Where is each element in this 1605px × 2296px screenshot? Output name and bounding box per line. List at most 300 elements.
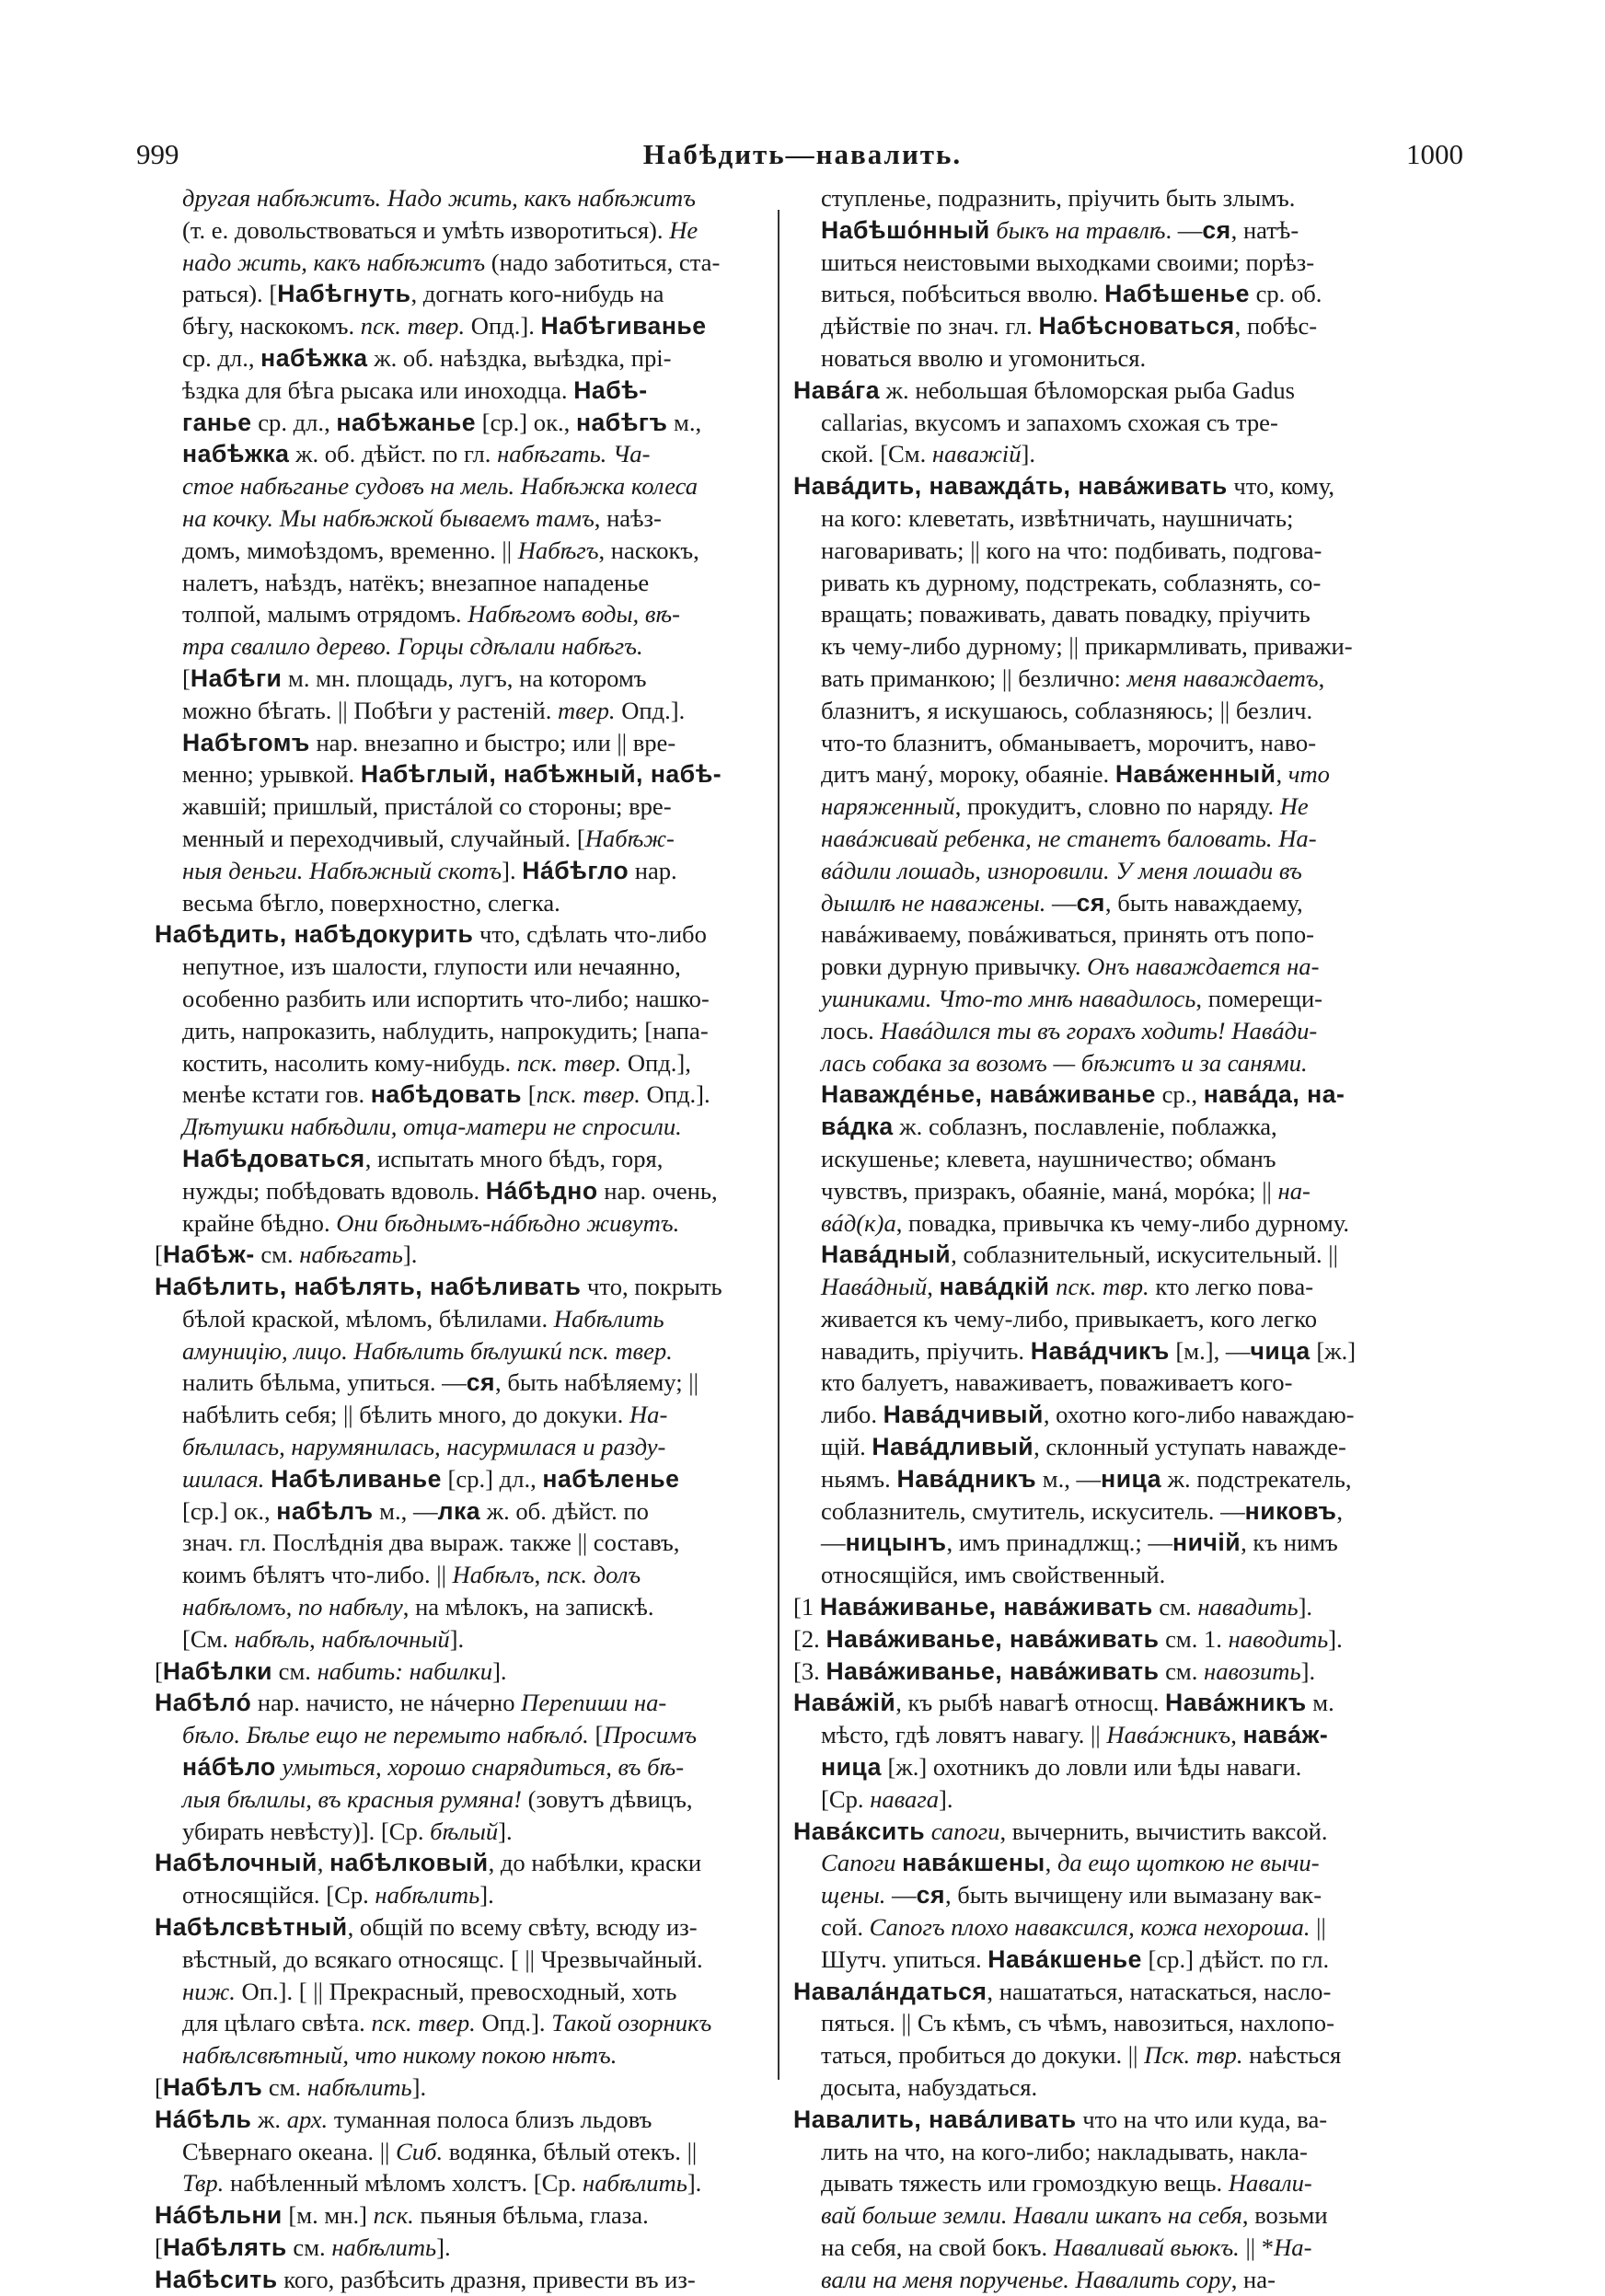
text-line <box>155 2007 764 2039</box>
text-run: что, сдѣлать что-либо <box>473 920 707 949</box>
text-line <box>793 1944 1391 1976</box>
headword: набѣжка <box>260 343 368 372</box>
page-number-right: 1000 <box>1406 138 1463 170</box>
text-run: [См. <box>182 1624 235 1653</box>
italic-text: ушниками. Что-то мнѣ навадилось <box>821 984 1196 1012</box>
headword: Наваждéнье, навáживанье <box>821 1080 1156 1109</box>
text-run: крайне бѣдно. <box>182 1208 337 1237</box>
text-run: щій. <box>821 1433 872 1461</box>
text-run: м. <box>1306 1689 1334 1717</box>
italic-text: Просимъ <box>603 1721 698 1749</box>
headword: Набѣсноваться <box>1038 312 1235 340</box>
entry-headword-line <box>155 2264 764 2296</box>
text-line <box>155 247 764 279</box>
italic-text: Твр. <box>182 2169 225 2198</box>
text-line <box>793 310 1391 342</box>
text-run: , побѣс- <box>1234 312 1318 340</box>
text-run: наговаривать; || кого на что: подбивать, подгова- <box>821 536 1322 564</box>
text-run: досыта, набуздаться. <box>821 2073 1038 2102</box>
text-run: см. <box>286 2233 332 2261</box>
headword: Набѣгиванье <box>540 312 707 340</box>
italic-text: меня наваждаетъ <box>1126 663 1319 692</box>
entry-headword-line <box>155 1271 764 1303</box>
text-run: , соблазнительный, искусительный. || <box>951 1240 1338 1269</box>
text-run: , общій по всему свѣту, всюду из- <box>347 1913 698 1942</box>
headword: Навáживанье, навáживать <box>819 1593 1153 1621</box>
italic-text: наряженный <box>821 792 955 821</box>
headword: Навáдить, наваждáть, навáживать <box>793 472 1228 501</box>
text-run: ср. об. <box>1249 280 1322 308</box>
column-divider <box>778 210 779 2080</box>
text-run: на кого: клеветать, извѣтничать, наушничать; <box>821 503 1294 532</box>
text-run: ж. об. наѣздка, выѣздка, прі- <box>367 343 672 372</box>
italic-text: набѣгать. Ча- <box>497 440 651 468</box>
text-line <box>155 663 764 695</box>
text-run: относящійся, имъ свойственный. <box>821 1561 1166 1589</box>
text-run: ж. <box>251 2105 287 2133</box>
italic-text: твер. <box>558 696 616 724</box>
headword: ся <box>1202 215 1231 244</box>
text-run: виться, побѣситься вволю. <box>821 280 1105 308</box>
text-run: см. <box>254 1240 300 1269</box>
text-run: [ж.] <box>1310 1336 1357 1365</box>
text-line <box>155 630 764 663</box>
text-run: ж. подстрекатель, <box>1161 1464 1352 1493</box>
text-line <box>155 278 764 310</box>
headword: ганье <box>182 408 252 436</box>
italic-text: шилася. <box>182 1464 265 1493</box>
italic-text: Сиб. <box>396 2137 444 2165</box>
text-line <box>155 1944 764 1976</box>
text-line <box>793 727 1391 759</box>
headword: Нáбѣль <box>155 2105 252 2133</box>
entry-headword-line <box>793 1816 1391 1848</box>
italic-text: ниж. <box>182 1977 236 2005</box>
text-run: , померещи- <box>1195 984 1323 1012</box>
text-line <box>793 2264 1391 2296</box>
text-line <box>793 2232 1391 2264</box>
headword: набѣгъ <box>575 408 668 436</box>
headword: ся <box>916 1881 945 1909</box>
headword: Набѣливанье <box>271 1464 442 1493</box>
headword: Навáдчивый <box>883 1401 1044 1429</box>
text-line <box>155 342 764 375</box>
entry-headword-line <box>793 1687 1391 1719</box>
text-run: ]. <box>1298 1593 1313 1621</box>
headword: набѣленье <box>542 1464 680 1493</box>
text-run: , <box>317 1849 330 1877</box>
entry-headword-line <box>155 2071 764 2104</box>
text-run: , къ нимъ <box>1241 1529 1338 1557</box>
text-line <box>155 1816 764 1848</box>
text-line <box>155 1367 764 1399</box>
text-line <box>793 1847 1391 1879</box>
text-line <box>793 1271 1391 1303</box>
text-run: кто легко пова- <box>1149 1273 1314 1301</box>
text-run: , склонный уступать наважде- <box>1033 1433 1346 1461</box>
text-run: ]. <box>687 2169 702 2198</box>
text-run: пяться. || Съ кѣмъ, съ чѣмъ, навозиться, нахлопо- <box>821 2009 1334 2037</box>
text-run: м., — <box>373 1496 438 1525</box>
headword: Навáдникъ <box>896 1464 1037 1493</box>
italic-text: на кочку. Мы набѣжкой бываемъ тамъ <box>182 503 595 532</box>
text-run: ]. <box>479 1881 494 1909</box>
text-line <box>155 1111 764 1143</box>
text-line <box>793 567 1391 599</box>
text-run: ср. дл., <box>182 343 261 372</box>
text-line <box>155 727 764 759</box>
italic-text: навага <box>870 1784 940 1813</box>
text-run: новаться вволю и угомониться. <box>821 343 1147 372</box>
text-line <box>155 1015 764 1047</box>
headword: Набѣлочный <box>155 1849 318 1877</box>
text-run: навáживаему, повáживаться, принять отъ попо- <box>821 920 1314 949</box>
text-line <box>793 1335 1391 1367</box>
text-run: навадить, пріучить. <box>821 1336 1031 1365</box>
text-run: что-то блазнитъ, обманываетъ, морочитъ, наво- <box>821 728 1317 756</box>
text-line <box>155 855 764 887</box>
headword: Навалить, навáливать <box>793 2105 1077 2133</box>
italic-text: Набѣлить <box>553 1304 664 1333</box>
italic-text: пск. твер. <box>360 312 466 340</box>
text-run: относящійся. [Ср. <box>182 1881 375 1909</box>
headword: Навáженный <box>1114 760 1276 789</box>
text-run: (надо заботиться, ста- <box>491 248 721 276</box>
text-run: см. <box>262 2073 307 2102</box>
italic-text: Не <box>1279 792 1309 821</box>
text-line <box>793 214 1391 247</box>
text-run: блазнитъ, я искушаюсь, соблазняюсь; || безлич. <box>821 696 1313 724</box>
text-run: , натѣ- <box>1230 215 1299 244</box>
headword: Навáга <box>793 375 881 404</box>
text-line <box>155 1207 764 1240</box>
text-run: [ <box>155 2233 163 2261</box>
italic-text: Наваливай вьюкъ. <box>1053 2233 1240 2261</box>
text-run: налетъ, наѣздъ, натёкъ; внезапное нападенье <box>182 568 650 596</box>
text-run: , охотно кого-либо наваждаю- <box>1043 1401 1355 1429</box>
text-line <box>155 1431 764 1463</box>
text-run: . — <box>1165 215 1203 244</box>
text-run: (т. е. довольствоваться и умѣть извоpотиться). <box>182 215 670 244</box>
text-run: callarias, вкусомъ и запахомъ схожая съ тре- <box>821 408 1278 436</box>
text-line <box>155 1495 764 1528</box>
text-run: дить, напроказить, наблудить, напрокудить; [напа- <box>182 1016 709 1044</box>
text-run: Опд.]. <box>475 2009 552 2037</box>
text-run: Опд.], <box>621 1048 691 1077</box>
text-line <box>793 1719 1391 1751</box>
headword: навáдкій <box>939 1273 1050 1301</box>
text-run: см. <box>1152 1593 1198 1621</box>
text-line <box>155 1591 764 1623</box>
text-line <box>793 1783 1391 1816</box>
text-run: ровки дурную привычку. <box>821 952 1088 981</box>
text-run: , на мѣлокъ, на запискѣ. <box>402 1593 654 1621</box>
text-run: нар. <box>629 856 677 884</box>
right-column <box>793 182 1391 2296</box>
text-run: || <box>1310 1913 1326 1942</box>
headword: вáдка <box>821 1113 894 1141</box>
headword: Набѣглый, набѣжный, набѣ- <box>360 760 722 789</box>
text-line <box>793 1879 1391 1911</box>
text-run: пьяныя бѣльма, глаза. <box>413 2201 649 2230</box>
italic-text: набѣлить <box>375 1881 480 1909</box>
headword: Навáжій <box>793 1689 896 1717</box>
italic-text: Навáдился ты въ горахъ ходить! Навáди- <box>880 1016 1318 1044</box>
headword: Набѣгнуть <box>277 280 411 308</box>
text-run: [ <box>182 663 191 692</box>
headword: лка <box>437 1496 481 1525</box>
italic-text: что <box>1287 760 1330 789</box>
text-run: костить, насолить кому-нибудь. <box>182 1048 517 1077</box>
text-run: — <box>821 1529 846 1557</box>
text-run: [м.], — <box>1169 1336 1251 1365</box>
text-run: [ср.] дѣйст. по гл. <box>1141 1944 1330 1973</box>
italic-text: лась собака за возомъ — бѣжитъ и за санями. <box>821 1048 1308 1077</box>
text-line <box>155 983 764 1015</box>
text-run: ж. об. дѣйст. по гл. <box>289 440 498 468</box>
text-run: особенно разбить или испортить что-либо; нашко- <box>182 984 710 1012</box>
text-run: Опд.]. <box>640 1080 710 1109</box>
italic-text: стое набѣганье судовъ на мель. Набѣжка колеса <box>182 472 699 501</box>
text-line <box>793 1143 1391 1175</box>
italic-text: набѣгать <box>299 1240 403 1269</box>
italic-text: Навáдный <box>821 1273 928 1301</box>
text-run: [ср.] ок., <box>182 1496 277 1525</box>
italic-text: быкъ на травлѣ <box>996 215 1166 244</box>
text-line <box>155 1335 764 1367</box>
text-run: [1 <box>793 1593 820 1621</box>
text-run: — <box>885 1881 917 1909</box>
headword: Набѣлсвѣтный <box>155 1913 348 1942</box>
text-run: м., — <box>1036 1464 1102 1493</box>
headword: Набѣшенье <box>1104 280 1250 308</box>
italic-text: Онъ наваждается на- <box>1087 952 1320 981</box>
text-run: туманная полоса близъ льдовъ <box>328 2105 652 2133</box>
text-run: на себя, на свой бокъ. <box>821 2233 1054 2261</box>
text-run: см. <box>272 1656 318 1685</box>
text-line <box>793 1079 1391 1111</box>
text-run: либо. <box>821 1401 883 1429</box>
italic-text: лыя бѣлилы, въ красныя румяна! <box>182 1784 522 1813</box>
text-run: вѣстный, до всякаго относящс. [ || Чрезвычайный. <box>182 1944 703 1973</box>
italic-text: тра свалило дерево. Горцы сдѣлали набѣгъ. <box>182 632 643 661</box>
italic-text: пск. твер. <box>568 1336 673 1365</box>
italic-text: пск. твр. <box>1056 1273 1149 1301</box>
headword: набѣлъ <box>276 1496 374 1525</box>
text-run: [ср.] дл., <box>441 1464 543 1493</box>
entry-headword-line <box>793 1591 1391 1623</box>
text-run: налить бѣльма, упиться. — <box>182 1368 467 1397</box>
text-line <box>793 1367 1391 1399</box>
text-run: [ <box>155 2073 163 2102</box>
page-number-left: 999 <box>136 138 179 170</box>
italic-text: На- <box>629 1401 668 1429</box>
headword: ся <box>1076 888 1105 917</box>
text-run: что, кому, <box>1227 472 1335 501</box>
text-line <box>155 1559 764 1591</box>
text-line <box>793 918 1391 951</box>
italic-text: Набѣгомъ воды, вѣ- <box>468 600 680 629</box>
text-line <box>793 983 1391 1015</box>
text-run: ]. <box>402 1240 418 1269</box>
headword: набѣжка <box>182 440 290 468</box>
italic-text: Сапогъ плохо наваксился, кожа нехороша. <box>869 1913 1311 1942</box>
headword: Набѣлять <box>162 2233 287 2261</box>
text-line <box>155 951 764 983</box>
text-run: можно бѣгать. || Побѣги у растеній. <box>182 696 559 724</box>
text-line <box>793 342 1391 375</box>
entry-headword-line <box>155 2199 764 2232</box>
italic-text: наважій <box>931 440 1022 468</box>
text-line <box>155 1751 764 1783</box>
text-run: лось. <box>821 1016 881 1044</box>
italic-text: на- <box>1277 1176 1311 1205</box>
text-run: что, покрыть <box>581 1273 722 1301</box>
italic-text: ныя деньги. Набѣжный скотъ <box>182 856 502 884</box>
text-line <box>793 2136 1391 2168</box>
text-line <box>793 1239 1391 1271</box>
text-run: , догнать кого-нибудь на <box>410 280 664 308</box>
italic-text: навозить <box>1204 1656 1301 1685</box>
text-run: , на- <box>1230 2265 1276 2293</box>
text-run: , <box>1318 663 1325 692</box>
italic-text: набѣлить <box>306 2073 412 2102</box>
headword: Набѣшóнный <box>821 215 990 244</box>
text-line <box>155 887 764 919</box>
text-line <box>155 1079 764 1111</box>
text-run: ѣздка для бѣга рысака или иноходца. <box>182 375 574 404</box>
italic-text: умыться, хорошо снарядиться, въ бѣ- <box>282 1753 685 1782</box>
text-line <box>155 2136 764 2168</box>
text-run: ]. <box>492 1656 507 1685</box>
italic-text: пск. <box>373 2201 414 2230</box>
text-line <box>155 598 764 630</box>
text-run: ступленье, подразнить, пріучить быть злымъ. <box>821 184 1296 212</box>
text-line <box>155 695 764 727</box>
text-line <box>793 1495 1391 1528</box>
text-line <box>793 407 1391 439</box>
text-run: сой. <box>821 1913 870 1942</box>
text-run: жавшій; пришлый, пристáлой со стороны; вре- <box>182 792 672 821</box>
headword: Навáдный <box>821 1240 952 1269</box>
headword: навáкшены <box>902 1849 1045 1877</box>
text-run: ср. дл., <box>251 408 337 436</box>
headword: ницынъ <box>845 1529 947 1557</box>
entry-headword-line <box>155 1911 764 1944</box>
text-run: ]. <box>1300 1656 1316 1685</box>
text-line <box>793 247 1391 279</box>
text-line <box>793 695 1391 727</box>
headword: набѣлковый <box>329 1849 489 1877</box>
text-line <box>155 790 764 823</box>
text-run: менѣе кстати гов. <box>182 1080 371 1109</box>
text-line <box>155 1719 764 1751</box>
text-run: , до набѣлки, краски <box>488 1849 702 1877</box>
italic-text: Они бѣднымъ-нáбѣдно живутъ. <box>336 1208 680 1237</box>
entry-headword-line <box>155 918 764 951</box>
left-column <box>155 182 764 2296</box>
text-line <box>793 278 1391 310</box>
text-run: нужды; побѣдовать вдоволь. <box>182 1176 486 1205</box>
headword: навáж- <box>1242 1721 1329 1749</box>
text-run: къ чему-либо дурному; || прикармливать, приважи- <box>821 632 1353 661</box>
text-run: , <box>1230 1721 1243 1749</box>
italic-text: амуницію, лицо. Набѣлить бѣлушкú <box>182 1336 562 1365</box>
text-run: , повадка, привычка къ чему-либо дурному. <box>895 1208 1349 1237</box>
text-line <box>155 214 764 247</box>
text-run: [ <box>155 1240 163 1269</box>
text-run: , испытать много бѣдъ, горя, <box>364 1144 664 1172</box>
italic-text: вáдили лошадь, изноровили. У меня лошади въ <box>821 856 1302 884</box>
text-run: нар. начисто, не нáчерно <box>251 1689 522 1717</box>
headword: Навáживанье, навáживать <box>826 1656 1160 1685</box>
text-run: , возьми <box>1241 2201 1328 2230</box>
text-run: , наскокъ, <box>598 536 699 564</box>
text-line <box>155 1175 764 1207</box>
running-title: Набѣдить—навалить. <box>642 138 963 170</box>
italic-text: надо жить, какъ набѣжитъ <box>182 248 491 276</box>
text-run: , <box>1336 1496 1344 1525</box>
headword: Навáжникъ <box>1165 1689 1307 1717</box>
text-run: , <box>927 1273 940 1301</box>
italic-text: набить: набилки <box>317 1656 493 1685</box>
text-run: набѣлить себя; || бѣлить много, до докуки. <box>182 1401 629 1429</box>
text-line <box>155 1623 764 1656</box>
text-run: [Ср. <box>821 1784 871 1813</box>
text-line <box>793 1207 1391 1240</box>
text-run: набѣленный мѣломъ холстъ. [Ср. <box>224 2169 583 2198</box>
text-run: [ <box>588 1721 604 1749</box>
text-run: нар. очень, <box>597 1176 718 1205</box>
text-line <box>793 1303 1391 1335</box>
text-line <box>793 1463 1391 1495</box>
italic-text: Пск. твр. <box>1144 2041 1243 2070</box>
text-run: соблазнитель, смутитель, искуситель. — <box>821 1496 1245 1525</box>
text-line <box>793 790 1391 823</box>
text-line <box>793 1527 1391 1559</box>
text-run: ж. соблазнъ, пославленіе, поблажка, <box>893 1113 1277 1141</box>
text-line <box>155 1527 764 1559</box>
text-line <box>155 502 764 535</box>
text-run: толпой, малымъ отрядомъ. <box>182 600 468 629</box>
italic-text: набѣль, набѣлочный <box>234 1624 450 1653</box>
text-line <box>155 1783 764 1816</box>
text-run: [2. <box>793 1624 826 1653</box>
text-run: , быть набѣляему; || <box>495 1368 699 1397</box>
text-line <box>155 407 764 439</box>
text-line <box>155 375 764 407</box>
italic-text: другая набѣжитъ. Надо жить, какъ набѣжитъ <box>182 184 696 212</box>
entry-headword-line <box>155 1847 764 1879</box>
text-run: [ <box>522 1080 537 1109</box>
text-run: ]. <box>411 2073 427 2102</box>
italic-text: пск. твер. <box>516 1048 622 1077</box>
text-run: ]. <box>449 1624 465 1653</box>
headword: Набѣгомъ <box>182 728 310 756</box>
italic-text: Навáжникъ <box>1106 1721 1231 1749</box>
headword: Набѣлки <box>162 1656 273 1685</box>
text-run: весьма бѣгло, поверхностно, слегка. <box>182 888 560 917</box>
text-run: ср., <box>1155 1080 1204 1109</box>
text-line <box>793 598 1391 630</box>
text-line <box>793 1431 1391 1463</box>
headword: Набѣж- <box>162 1240 255 1269</box>
text-line <box>155 535 764 567</box>
text-run: бѣгу, наскокомъ. <box>182 312 361 340</box>
text-line <box>793 2199 1391 2232</box>
text-line <box>793 951 1391 983</box>
text-run: чувствъ, призракъ, обаяніе, манá, морóка; || <box>821 1176 1278 1205</box>
